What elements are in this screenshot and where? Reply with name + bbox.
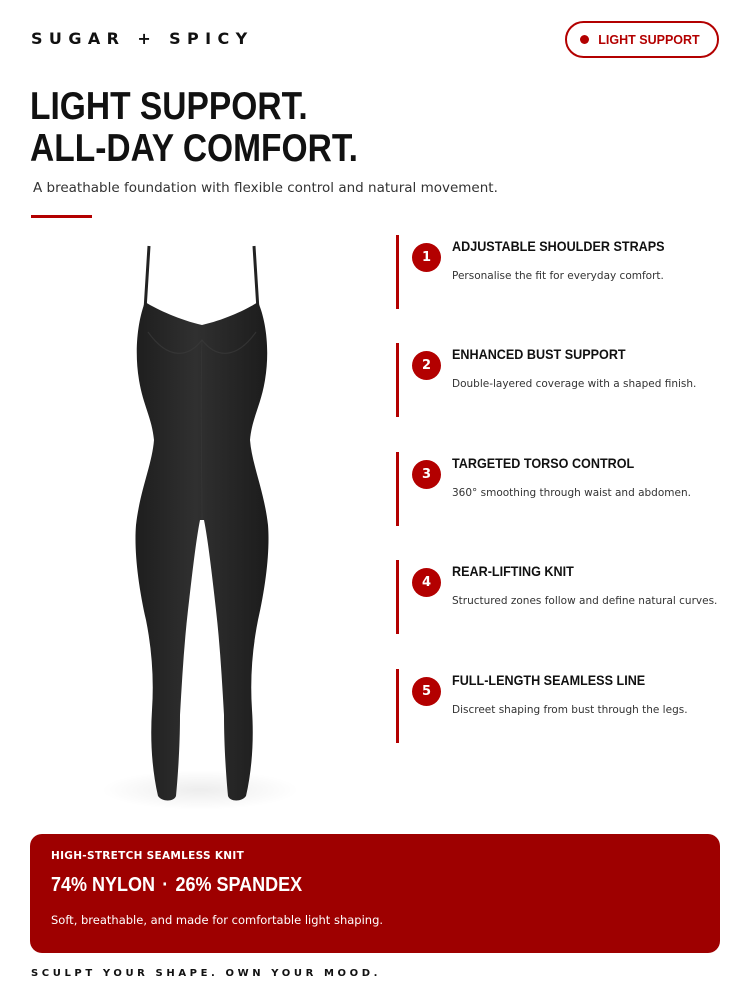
feature-number-badge: 1	[412, 243, 441, 272]
fabric-composition-panel	[30, 834, 720, 953]
feature-item-bust-support	[396, 343, 726, 417]
fabric-composition	[51, 874, 302, 897]
support-level-label: LIGHT SUPPORT	[598, 32, 700, 47]
nylon-percentage: 74% NYLON	[51, 874, 156, 896]
feature-item-rear-lifting	[396, 560, 726, 634]
headline-line-1: LIGHT SUPPORT.	[30, 85, 308, 128]
headline-line-2: ALL-DAY COMFORT.	[30, 127, 358, 170]
brand-logo[interactable]: SUGAR + SPICY	[31, 29, 254, 48]
footer-tagline: SCULPT YOUR SHAPE. OWN YOUR MOOD.	[31, 968, 382, 979]
feature-item-seamless-line	[396, 669, 726, 743]
feature-accent-bar	[396, 560, 399, 634]
feature-title: TARGETED TORSO CONTROL	[452, 455, 635, 471]
feature-accent-bar	[396, 452, 399, 526]
fabric-note: Soft, breathable, and made for comfortable light shaping.	[51, 913, 384, 927]
feature-item-adjustable-straps	[396, 235, 726, 309]
feature-number-badge: 2	[412, 351, 441, 380]
feature-description: Discreet shaping from bust through the legs.	[452, 704, 688, 716]
feature-description: Personalise the fit for everyday comfort.	[452, 270, 664, 282]
dot-icon	[580, 35, 589, 44]
feature-title: ADJUSTABLE SHOULDER STRAPS	[452, 238, 665, 254]
feature-accent-bar	[396, 235, 399, 309]
feature-number-badge: 5	[412, 677, 441, 706]
feature-title: ENHANCED BUST SUPPORT	[452, 346, 626, 362]
spandex-percentage: 26% SPANDEX	[175, 874, 303, 896]
feature-number-badge: 3	[412, 460, 441, 489]
feature-title: FULL-LENGTH SEAMLESS LINE	[452, 672, 646, 688]
feature-description: Structured zones follow and define natural curves.	[452, 595, 718, 607]
fabric-eyebrow: HIGH-STRETCH SEAMLESS KNIT	[51, 850, 245, 862]
feature-title: REAR-LIFTING KNIT	[452, 563, 574, 579]
page-headline	[30, 86, 358, 170]
bodysuit-illustration	[118, 240, 288, 808]
page-subtitle: A breathable foundation with flexible control and natural movement.	[33, 180, 498, 196]
feature-accent-bar	[396, 343, 399, 417]
accent-divider	[31, 215, 92, 218]
feature-accent-bar	[396, 669, 399, 743]
support-level-badge[interactable]	[565, 21, 719, 58]
feature-description: 360° smoothing through waist and abdomen.	[452, 487, 691, 499]
feature-item-torso-control	[396, 452, 726, 526]
feature-description: Double-layered coverage with a shaped finish.	[452, 378, 697, 390]
feature-number-badge: 4	[412, 568, 441, 597]
composition-separator: ·	[162, 874, 169, 896]
